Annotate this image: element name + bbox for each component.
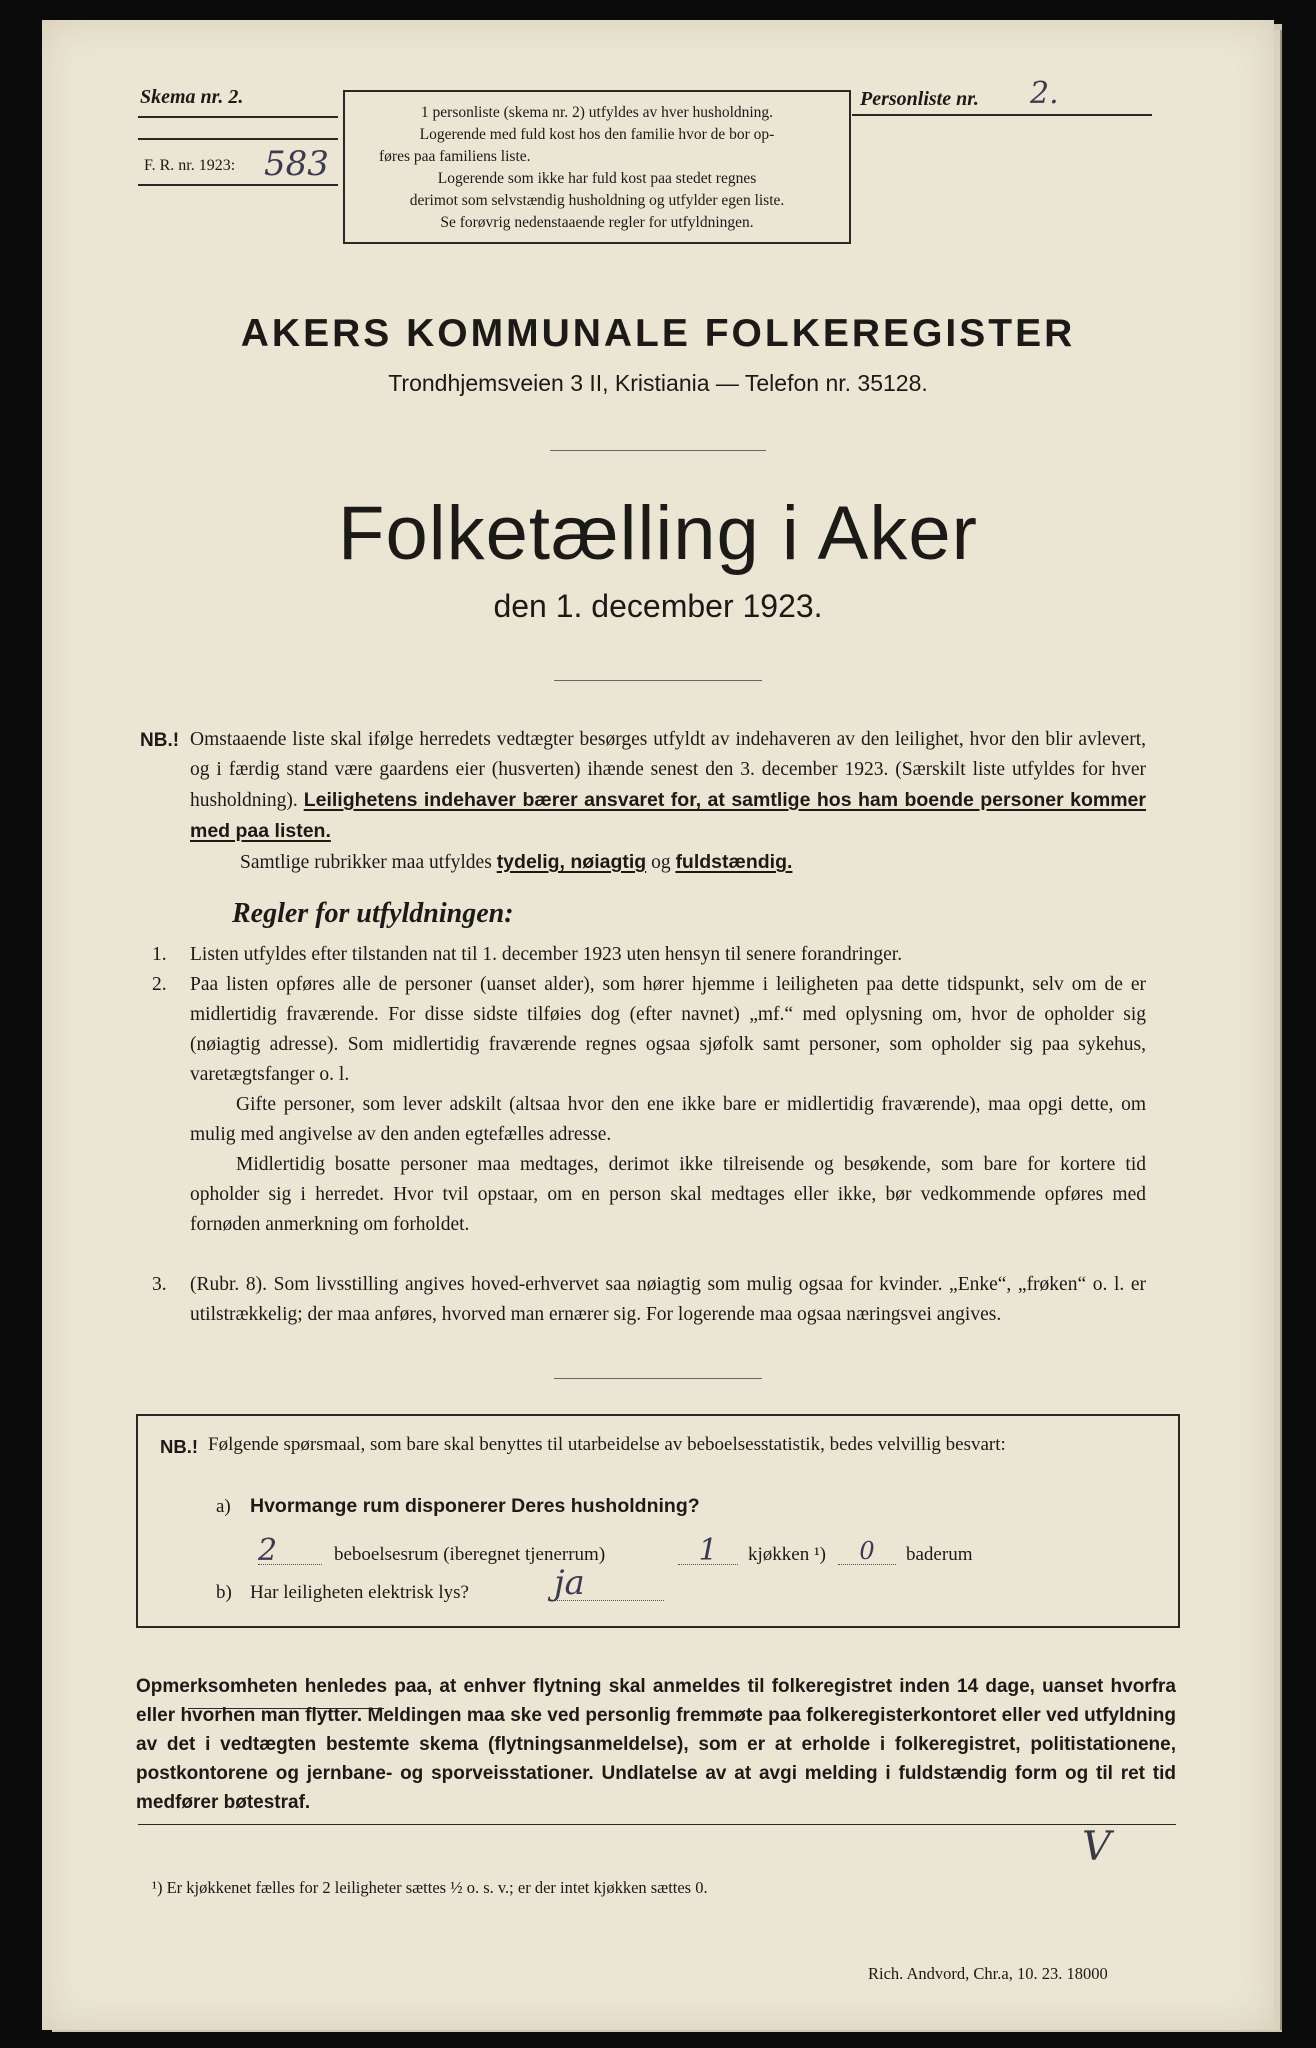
box-line: Logerende som ikke har fuld kost paa stedet regnes bbox=[437, 170, 757, 187]
nb-label: NB.! bbox=[140, 730, 180, 751]
box-line: 1 personliste (skema nr. 2) utfyldes av hver husholdning. bbox=[420, 104, 774, 121]
relocation-notice: Opmerksomheten henledes paa, at enhver flytning skal anmeldes til folkeregistret inden 14 dage, uanset hvorfra eller hvorhen man flytter. Meldingen maa ske ved personlig fremmøte paa folkeregisterkontoret eller ved utfyldning av det i vedtægten bestemte skema (flytningsanmeldelse), som er at erholde i folkeregistret, politistationene, postkontorene og jernbane- og sporveisstationer. Undlatelse av at avgi melding i fuldstændig form og til ret tid medfører bøtestraf. bbox=[136, 1676, 1176, 1813]
instructions-box bbox=[343, 90, 851, 244]
rule-2-paragraph: Gifte personer, som lever adskilt (altsaa hvor den ene ikke bare er midlertidig fraværende), maa opgi dette, om mulig med angivelse av den anden egtefælles adresse. bbox=[190, 1094, 1146, 1145]
divider bbox=[138, 184, 338, 186]
nb-responsibility: Leilighetens indehaver bærer ansvaret for, at samtlige hos ham boende personer kommer med paa listen. bbox=[190, 789, 1146, 842]
kitchen-count-field[interactable]: 1 bbox=[678, 1538, 738, 1565]
office-title: AKERS KOMMUNALE FOLKEREGISTER bbox=[240, 312, 1076, 355]
rooms-row bbox=[258, 1532, 1118, 1568]
box-line: føres paa familiens liste. bbox=[379, 148, 531, 165]
rule-1: Listen utfyldes efter tilstanden nat til 1. december 1923 uten hensyn til senere forandringer. bbox=[190, 944, 903, 965]
main-title: Folketælling i Aker bbox=[338, 491, 978, 576]
nb-emphasis: fuldstændig. bbox=[675, 851, 793, 873]
nb-label: NB.! bbox=[160, 1436, 199, 1457]
personliste-value: 2. bbox=[1030, 76, 1059, 111]
date-line: den 1. december 1923. bbox=[493, 588, 823, 624]
rules-heading: Regler for utfyldningen: bbox=[232, 898, 514, 929]
nb-text: og bbox=[651, 852, 671, 873]
bath-count-field[interactable]: 0 bbox=[838, 1538, 896, 1565]
rule-2 bbox=[190, 970, 1146, 1240]
rooms-label: beboelsesrum (iberegnet tjenerrum) bbox=[334, 1544, 606, 1565]
divider bbox=[138, 138, 338, 140]
fr-number-label: F. R. nr. 1923: bbox=[144, 157, 236, 174]
question-rooms: Hvormange rum disponerer Deres husholdning? bbox=[250, 1495, 700, 1517]
question-electric-text: Har leiligheten elektrisk lys? bbox=[250, 1582, 469, 1603]
rule-2-paragraph: Paa listen opføres alle de personer (uanset alder), som hører hjemme i leiligheten paa dette tidspunkt, selv om de er midlertidig fraværende. For disse sidste tilføies dog (efter navnet) „mf.“ med oplysning om, hvor de opholder sig (nøiagtig adresse). Som midlertidig fraværende regnes ogsaa sjøfolk samt personer, som opholder sig paa sykehus, varetægtsfanger o. l. bbox=[190, 974, 1146, 1085]
census-form-page bbox=[42, 20, 1274, 2030]
rule-number: 1. bbox=[152, 944, 167, 965]
office-address: Trondhjemsveien 3 II, Kristiania — Telefon nr. 35128. bbox=[388, 370, 928, 396]
nb-paragraph bbox=[190, 725, 1146, 878]
underline bbox=[138, 1824, 1176, 1825]
question-electric bbox=[250, 1582, 469, 1604]
rule-3: (Rubr. 8). Som livsstilling angives hoved-erhvervet saa nøiagtig som mulig ogsaa for kvinder. „Enke“, „frøken“ o. l. er utilstrækkelig; der maa anføres, hvorved man ernærer sig. For logerende maa ogsaa næringsvei angives. bbox=[190, 1274, 1146, 1325]
underline bbox=[188, 1708, 384, 1709]
nb-text: Omstaaende liste skal ifølge herredets vedtægter besørges utfyldt av indehaveren av den leilighet, hvor den blir avlevert, og i færdig stand være gaardens eier (husverten) ihænde senest den 3. december 1923. (Særskilt liste utfyldes for hver husholdning). bbox=[190, 729, 1146, 811]
rooms-count-field[interactable]: 2 bbox=[258, 1538, 322, 1565]
rule-number: 2. bbox=[152, 974, 167, 995]
electric-answer-field[interactable]: ja bbox=[554, 1566, 664, 1601]
divider bbox=[550, 450, 766, 451]
check-mark: V bbox=[1082, 1824, 1111, 1870]
skema-label: Skema nr. 2. bbox=[140, 86, 244, 108]
box-line: Se forøvrig nedenstaaende regler for utfyldningen. bbox=[440, 214, 754, 231]
question-label: b) bbox=[216, 1582, 232, 1603]
box-line: derimot som selvstændig husholdning og utfylder egen liste. bbox=[409, 192, 785, 209]
box-line: Logerende med fuld kost hos den familie hvor de bor op- bbox=[419, 126, 775, 143]
statistics-box bbox=[136, 1414, 1180, 1628]
rule-2-paragraph: Midlertidig bosatte personer maa medtages, derimot ikke tilreisende og besøkende, som bare for kortere tid opholder sig i herredet. Hvor tvil opstaar, om en person skal medtages eller ikke, bør vedkommende opføres med fornøden anmerkning om forholdet. bbox=[190, 1154, 1146, 1235]
divider bbox=[852, 114, 1152, 116]
rule-number: 3. bbox=[152, 1274, 167, 1295]
nb-text: Samtlige rubrikker maa utfyldes bbox=[240, 852, 492, 873]
nb2-intro: Følgende spørsmaal, som bare skal benyttes til utarbeidelse av beboelsesstatistik, bedes velvillig besvart: bbox=[208, 1434, 1006, 1455]
bath-label: baderum bbox=[906, 1544, 973, 1565]
personliste-label: Personliste nr. bbox=[860, 88, 979, 110]
fr-number-value: 583 bbox=[264, 144, 329, 184]
footnote: ¹) Er kjøkkenet fælles for 2 leiligheter sættes ½ o. s. v.; er der intet kjøkken sættes 0. bbox=[152, 1878, 708, 1897]
printer-imprint: Rich. Andvord, Chr.a, 10. 23. 18000 bbox=[868, 1964, 1108, 1983]
divider bbox=[554, 680, 762, 681]
question-label: a) bbox=[216, 1496, 231, 1517]
nb-emphasis: tydelig, nøiagtig bbox=[496, 851, 647, 873]
kitchen-label: kjøkken ¹) bbox=[748, 1544, 826, 1565]
divider bbox=[138, 116, 338, 118]
divider bbox=[554, 1378, 762, 1379]
